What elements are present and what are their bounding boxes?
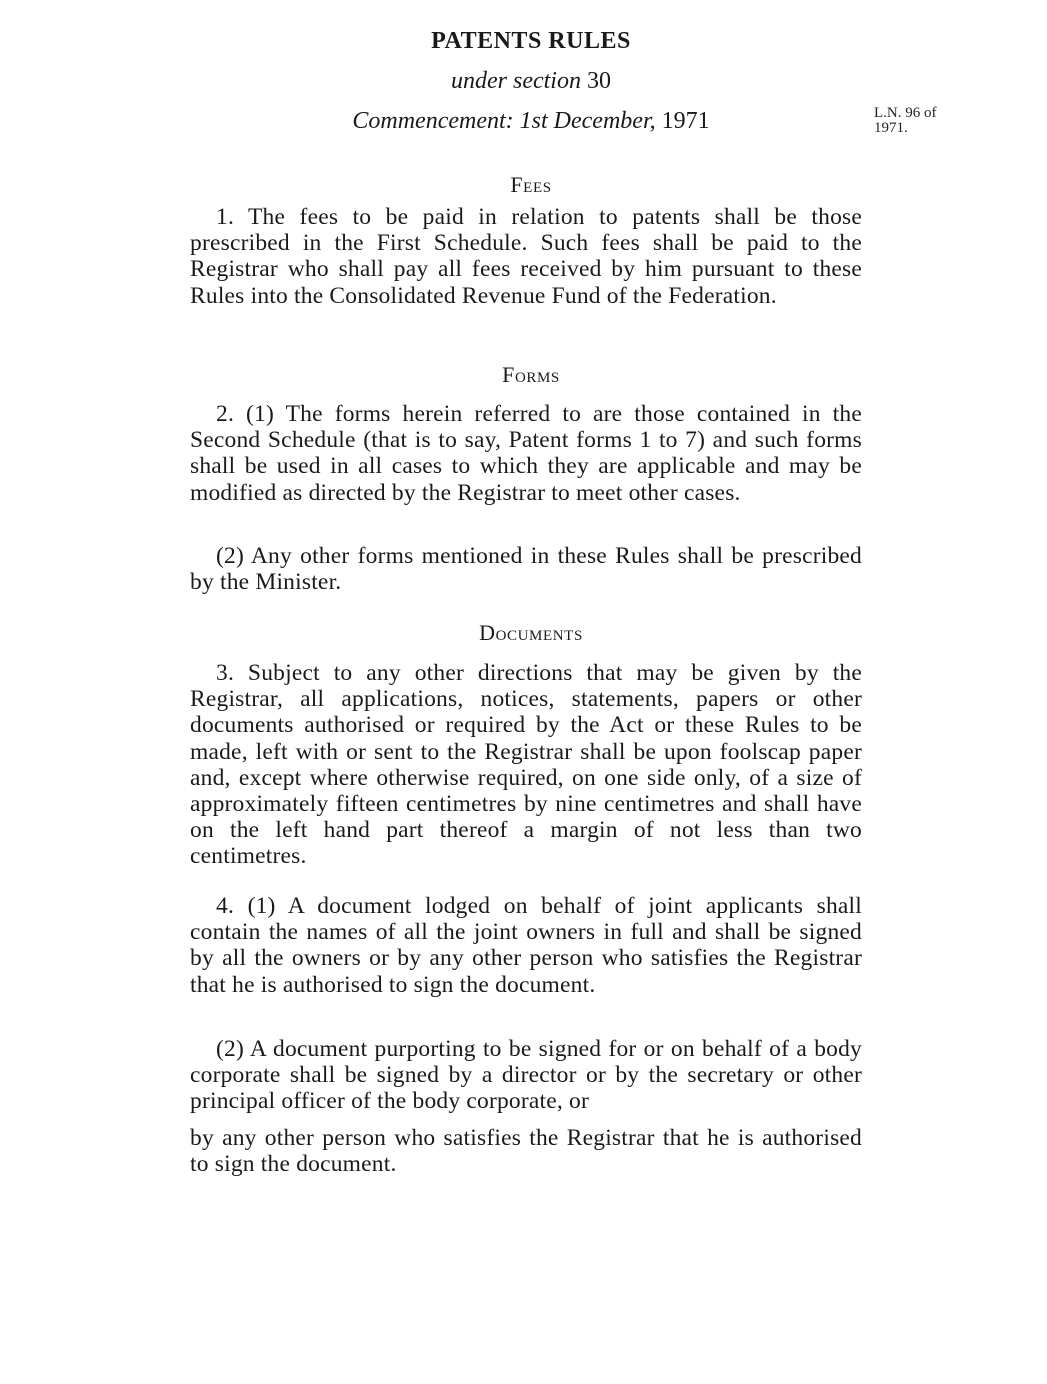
forms-heading: Forms — [502, 362, 560, 387]
page-title: PATENTS RULES — [431, 28, 631, 54]
rule-3-paragraph: 3. Subject to any other directions that may be given by the Registrar, all applications, notices, statements, papers or other documents authorised or required by the Act or these Rules to be made, left with or sent to the Registrar shall be upon foolscap paper and, except where otherwise required, on one side only, of a size of approximately fifteen centimetres by nine centimetres and shall have on the left hand part thereof a margin of not less than two centimetres. — [190, 660, 862, 870]
section-prefix: under section — [451, 68, 581, 94]
rule-2-2-paragraph: (2) Any other forms mentioned in these Rules shall be prescribed by the Minister. — [190, 543, 862, 596]
rule-4-1-paragraph: 4. (1) A document lodged on behalf of joint applicants shall contain the names of all the joint owners in full and shall be signed by all the owners or by any other person who satisfies the Registrar that he is authorised to sign the document. — [190, 893, 862, 998]
rule-4-2-continuation: by any other person who satisfies the Registrar that he is authorised to sign the document. — [190, 1125, 862, 1178]
section-number: 30 — [586, 68, 611, 94]
rule-4-2-paragraph: (2) A document purporting to be signed for or on behalf of a body corporate shall be signed by a director or by the secretary or other principal officer of the body corporate, or — [190, 1036, 862, 1115]
rule-2-1-paragraph: 2. (1) The forms herein referred to are those contained in the Second Schedule (that is to say, Patent forms 1 to 7) and such forms shall be used in all cases to which they are applicable and may be modified as directed by the Registrar to meet other cases. — [190, 401, 862, 506]
documents-heading: Documents — [479, 620, 583, 645]
commencement-line — [190, 108, 872, 135]
legal-notice-margin-note: L.N. 96 of 1971. — [874, 105, 937, 136]
enabling-section-reference — [190, 68, 872, 95]
commencement-year: 1971 — [661, 108, 710, 134]
commencement-date: 1st December, — [519, 108, 656, 134]
rule-1-paragraph: 1. The fees to be paid in relation to patents shall be those prescribed in the First Schedule. Such fees shall be paid to the Registrar who shall pay all fees received by him pursuant to these Rules into the Consolidated Revenue Fund of the Federation. — [190, 204, 862, 309]
fees-heading: Fees — [510, 172, 552, 197]
commencement-label: Commencement: — [352, 108, 514, 134]
